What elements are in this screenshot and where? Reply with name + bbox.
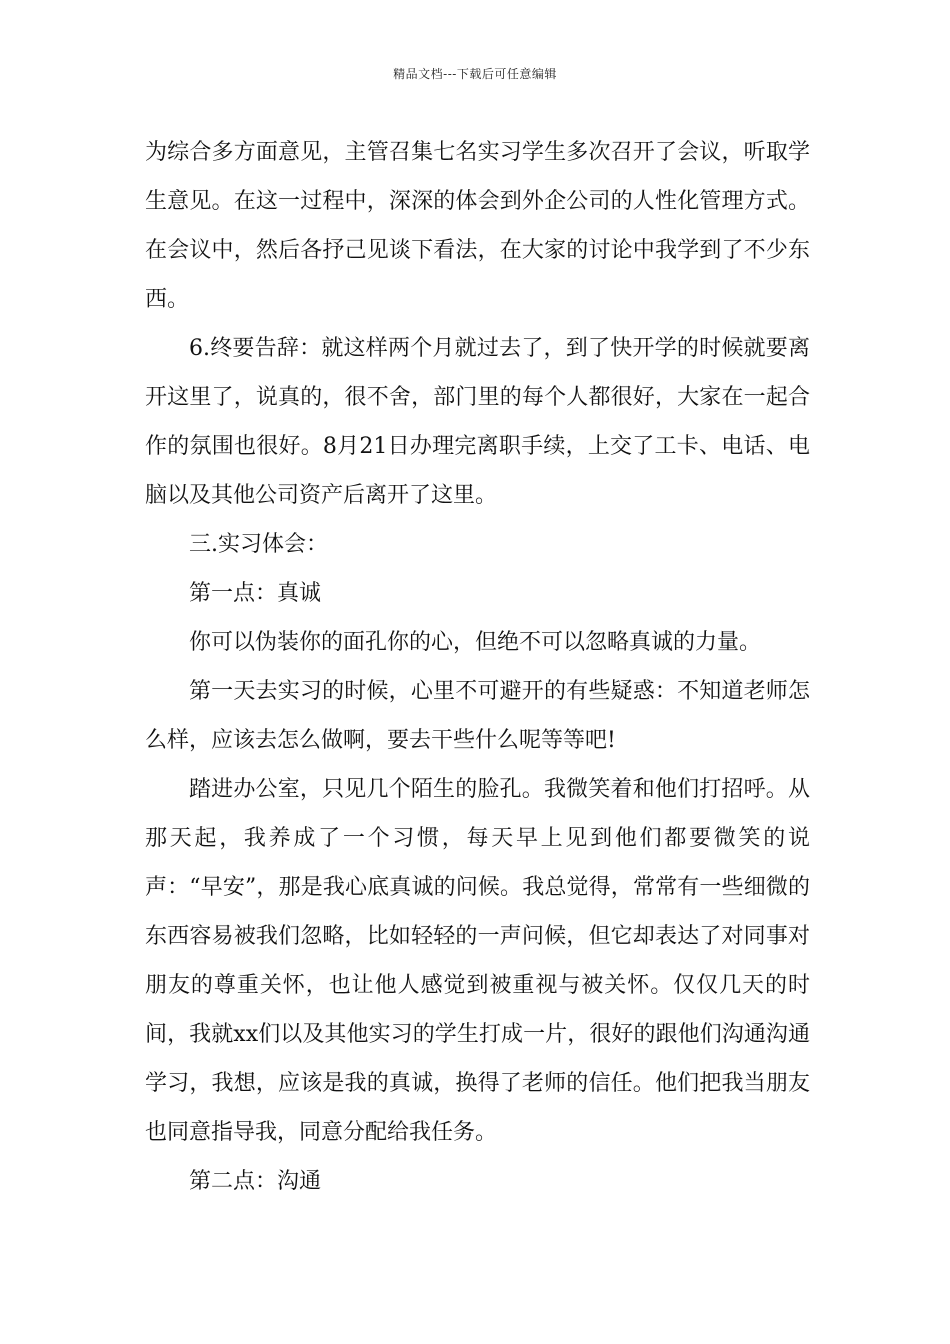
paragraph-2: 6.终要告辞：就这样两个月就过去了，到了快开学的时候就要离开这里了，说真的，很不舍，部门里的每个人都很好，大家在一起合作的氛围也很好。8月21日办理完离职手续，上交了工卡、电话、电脑以及其他公司资产后离开了这里。 xyxy=(145,336,810,508)
paragraph-3: 你可以伪装你的面孔你的心，但绝不可以忽略真诚的力量。 xyxy=(189,630,762,655)
subheading-point-one: 第一点：真诚 xyxy=(189,581,322,606)
document-body xyxy=(145,128,810,1206)
paragraph-4: 第一天去实习的时候，心里不可避开的有些疑惑：不知道老师怎么样，应该去怎么做啊，要去干些什么呢等等吧! xyxy=(145,679,810,753)
paragraph-1: 为综合多方面意见，主管召集七名实习学生多次召开了会议，听取学生意见。在这一过程中，深深的体会到外企公司的人性化管理方式。在会议中，然后各抒己见谈下看法，在大家的讨论中我学到了不少东西。 xyxy=(145,140,810,312)
page-header: 精品文档---下载后可任意编辑 xyxy=(393,67,557,81)
paragraph-5: 踏进办公室，只见几个陌生的脸孔。我微笑着和他们打招呼。从那天起，我养成了一个习惯，每天早上见到他们都要微笑的说声：“早安”，那是我心底真诚的问候。我总觉得，常常有一些细微的东西容易被我们忽略，比如轻轻的一声问候，但它却表达了对同事对朋友的尊重关怀，也让他人感觉到被重视与被关怀。仅仅几天的时间，我就xx们以及其他实习的学生打成一片，很好的跟他们沟通沟通学习，我想，应该是我的真诚，换得了老师的信任。他们把我当朋友也同意指导我，同意分配给我任务。 xyxy=(145,777,810,1145)
subheading-point-two: 第二点：沟通 xyxy=(189,1169,322,1194)
section-heading-practice-experience: 三.实习体会： xyxy=(189,532,328,557)
